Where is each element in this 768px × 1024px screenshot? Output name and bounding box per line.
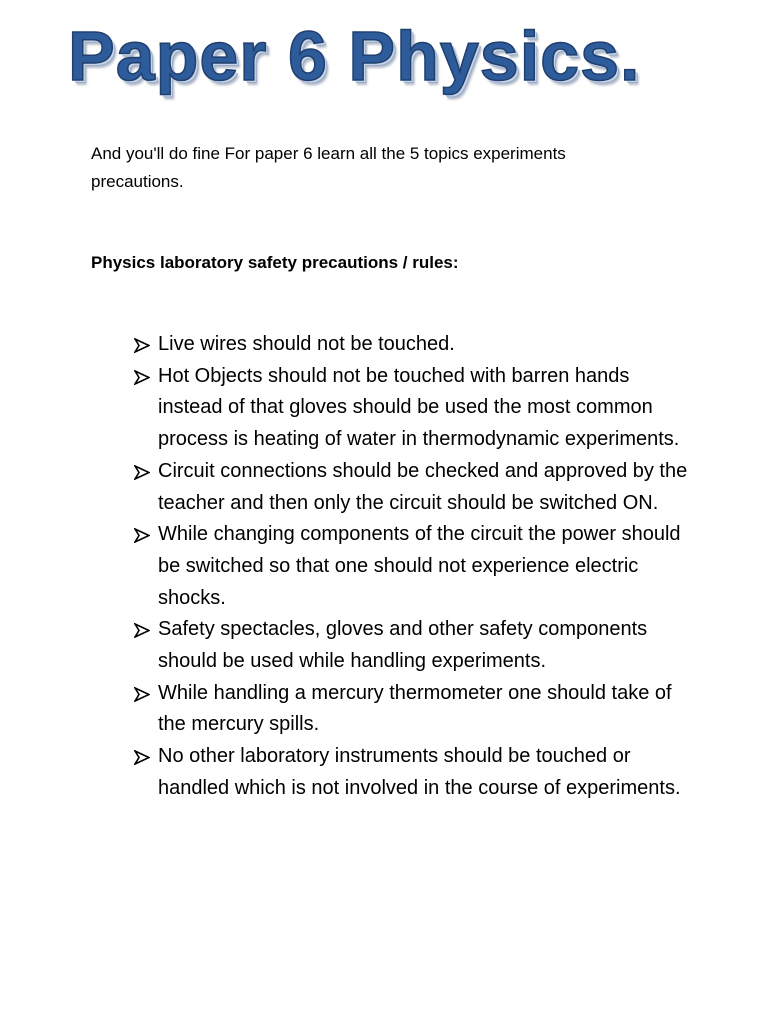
rule-text: While handling a mercury thermometer one should take of the mercury spills. xyxy=(158,681,672,736)
rule-text: Hot Objects should not be touched with barren hands instead of that gloves should be used the most common process is heating of water in thermodynamic experiments. xyxy=(158,364,680,451)
rule-text: While changing components of the circuit the power should be switched so that one should not experience electric shocks. xyxy=(158,523,681,609)
rule-text: Circuit connections should be checked and approved by the teacher and then only the circuit should be switched ON. xyxy=(158,459,688,514)
rule-item xyxy=(134,361,694,456)
arrow-bullet-icon xyxy=(134,465,150,480)
rule-item xyxy=(134,741,694,804)
rule-item xyxy=(134,678,694,741)
rules-list xyxy=(134,329,694,805)
intro-paragraph: And you'll do fine For paper 6 learn all the 5 topics experiments precautions. xyxy=(91,144,566,191)
section-heading: Physics laboratory safety precautions / rules: xyxy=(91,253,459,272)
arrow-bullet-icon xyxy=(134,750,150,765)
rule-text: Live wires should not be touched. xyxy=(158,333,455,355)
arrow-bullet-icon xyxy=(134,687,150,702)
arrow-bullet-icon xyxy=(134,528,150,543)
rule-item xyxy=(134,614,694,677)
arrow-bullet-icon xyxy=(134,370,150,385)
rule-item xyxy=(134,456,694,519)
rule-text: No other laboratory instruments should be touched or handled which is not involved in the course of experiments. xyxy=(158,745,681,799)
arrow-bullet-icon xyxy=(134,338,150,353)
rule-item xyxy=(134,519,694,614)
rule-text: Safety spectacles, gloves and other safety components should be used while handling experiments. xyxy=(158,618,648,673)
arrow-bullet-icon xyxy=(134,623,150,638)
rule-item xyxy=(134,329,694,361)
page-title: Paper 6 Physics. xyxy=(68,17,641,95)
